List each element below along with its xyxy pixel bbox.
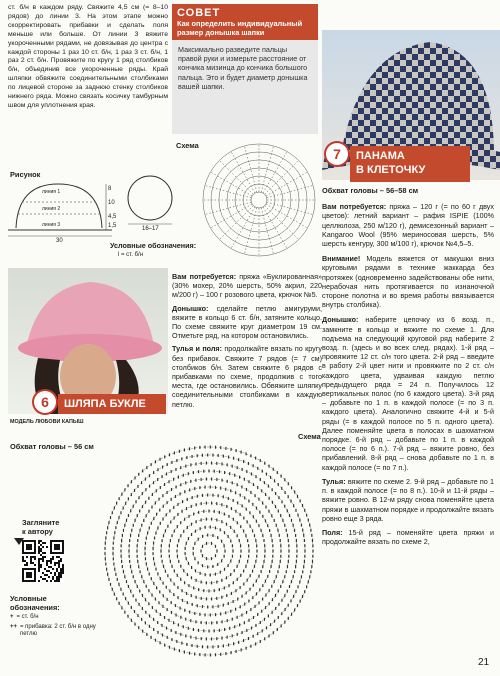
drawing-legend-item: l = ст. б/н [118, 252, 144, 258]
hat7-title-line2: В КЛЕТОЧКУ [356, 164, 426, 176]
legend-item-2-text: = прибавка: 2 ст. б/н в одну петлю [20, 624, 96, 637]
hat6-crown-label: Тулья и поля: [172, 344, 223, 354]
advice-subtitle: Как определить индивидуальный размер донышка шапки [177, 19, 303, 37]
plus-icon: + [10, 614, 14, 620]
drawing-dim-1-5: 1,5 [108, 223, 117, 229]
drawing-dim-30: 30 [56, 238, 63, 244]
hat7-brim-text: 15-й ряд – поменяйте цвета пряжи и продолжайте вязать по схеме 2, [322, 527, 494, 547]
qr-caption [22, 518, 59, 536]
double-plus-icon: ++ [10, 624, 18, 630]
hat7-brim-paragraph [322, 528, 494, 546]
drawing-line3-label: линия 3 [42, 222, 61, 228]
hat6-need-paragraph [172, 272, 322, 300]
bottom-round-scheme [96, 436, 322, 666]
hat7-need-paragraph [322, 202, 494, 248]
crown-circle-drawing [126, 174, 176, 230]
hat7-crown-label: Тулья: [322, 476, 346, 486]
legend-bottom-title: Условные обозначения: [10, 594, 60, 612]
legend-item-2 [10, 624, 100, 638]
hat7-number: 7 [333, 146, 341, 162]
hat7-bottom-paragraph [322, 315, 494, 471]
hat6-number-badge [34, 391, 56, 413]
advice-title: СОВЕТ [177, 7, 221, 19]
hat6-title: ШЛЯПА БУКЛЕ [64, 398, 146, 410]
hat6-bottom-label: Донышко: [172, 303, 209, 313]
hat7-bottom-text: наберите цепочку из 6 возд. п., замкните в кольцо и вяжите по схеме 1. Для подъема на следующий круговой ряд наберите 2 возд. п. (здесь и во всех след. рядах). 1-й ряд – провяжите 12 ст. с/н того цвета. 2-й ряд – введите в работу 2-й цвет нити и провяжите по 2 ст. с/н каждого цвета, удваивая каждую петлю предыдущего ряда = 24 п. Получилось 12 вертикальных полос (по 6 каждого цвета). 3-й ряд – добавьте по 1 п. в каждой полосе (= по 3 п. каждого цвета). Аналогично свяжите 4-й и 5-й ряды (= в каждой полосе по 5 п. одного цвета). Далее поменяйте цвета в полосах в шахматном порядке. 6-й ряд – добавьте по 1 п. в каждой полосе (= по 6 п.). 7-й ряд – вяжите ровно, без прибавлений. 8-й ряд – снова добавьте по 1 п. в каждой полосе (= по 7 п.). [322, 315, 494, 472]
col1-top-paragraph: ст. б/н в каждом ряду. Свяжите 4,5 см (= 8–10 рядов) до линии 3. На этом этапе можно скорректировать прибавки и сделать поля меньше или больше. От линии 3 вяжите укороченными рядами, не довязывая до центра с каждой стороны 1 раз 10 ст. б/н, 1 раз 3 ст. б/н, 1 раз 2 ст. б/н. Провяжите по кругу 1 ряд столбиков б/н, объединив все укороченные ряды. Край шляпки обвяжите соединительными столбиками по лицевой стороне за заднюю стенку столбиков нижнего ряда. Можно связать косичку тамбурным швом для уплотнения края. [8, 4, 168, 109]
drawing-dim-8: 8 [108, 186, 112, 192]
hat6-model-credit: МОДЕЛЬ ЛЮБОВИ КАПЫШ [10, 419, 84, 425]
hat7-attention-paragraph [322, 254, 494, 309]
advice-box [172, 4, 318, 134]
bottom-scheme-label: Схема [298, 432, 321, 441]
legend-item-1-text: = ст. б/н [16, 614, 39, 620]
hat6-bottom-text: сделайте петлю амигуруми, вяжите в кольцо 6 ст. б/н, затяните кольцо. По схеме свяжите круг диаметром 19 см. Отметьте ряд, на котором остановились. [172, 303, 322, 341]
hat-cross-section-drawing [8, 178, 120, 240]
hat7-title-line1: ПАНАМА [356, 150, 405, 162]
hat7-need-label: Вам потребуется: [322, 202, 387, 212]
drawing-title: Рисунок [10, 170, 41, 179]
drawing-line1-label: линия 1 [42, 189, 61, 195]
circle-dim: 16–17 [142, 226, 159, 232]
hat6-bottom-paragraph [172, 304, 322, 341]
page-number: 21 [478, 657, 490, 668]
hat7-text [322, 186, 494, 547]
legend-item-1 [10, 614, 39, 620]
drawing-line2-label: линия 2 [42, 206, 61, 212]
top-round-scheme [196, 138, 322, 262]
hat7-bottom-label: Донышко: [322, 315, 359, 325]
hat7-head-size: Обхват головы – 56–58 см [322, 186, 419, 195]
advice-header [172, 4, 318, 40]
hat6-need-label: Вам потребуется: [172, 272, 237, 281]
drawing-dim-4-5: 4,5 [108, 214, 117, 220]
hat6-photo [8, 268, 168, 414]
hat6-title-banner [58, 394, 166, 414]
col1-top-text [8, 4, 168, 111]
qr-caption-line1: Загляните [22, 518, 60, 527]
hat7-title-banner [350, 146, 470, 182]
hat7-attention-text: Модель вяжется от макушки вниз круговыми рядами в технике жаккарда без протяжек (одновременно задействованы обе нити, нерабочая нить протягивается по изнаночной стороне полотна и во время работы ввязывается внутрь столбика). [322, 254, 494, 310]
drawing-legend-title: Условные обозначения: [110, 241, 197, 250]
qr-caption-line2: к автору [22, 527, 53, 536]
hat6-crown-text: продолжайте вязать по кругу без прибавок. Свяжите 7 рядов (= 7 см) столбиков б/н. Затем свяжите 6 рядов с прибавками по схеме, продолжив с того места, где остановились. Обвяжите шляпку соединительными столбиками в каждую петлю. [172, 344, 322, 409]
hat7-brim-label: Поля: [322, 527, 343, 537]
hat7-crown-paragraph [322, 477, 494, 523]
advice-body: Максимально разведите пальцы правой руки и измерьте расстояние от кончика мизинца до кончика большого пальца. Это и будет диаметр донышка вашей шапки. [178, 45, 308, 91]
hat6-crown-paragraph [172, 344, 322, 408]
pink-hat-woman-illustration [8, 268, 168, 414]
hat6-need-text: пряжа «Буклированная» (30% мохер, 20% шерсть, 50% акрил, 220 м/200 г) – 100 г розового цвета, крючок №5. [172, 272, 322, 300]
top-scheme-label: Схема [176, 141, 199, 150]
hat7-number-badge [326, 143, 348, 165]
hat6-number: 6 [41, 394, 49, 410]
hat7-crown-text: вяжите по схеме 2. 9-й ряд – добавьте по 1 п. в каждой полосе (= по 8 п.). 10-й и 11-й ряды – вяжите ровно. В 12-м ряду снова поменяйте цвета пряжи в шахматном порядке и продолжайте вязать ровно еще 3 ряда. [322, 476, 494, 523]
hat6-head-size: Обхват головы – 56 см [10, 442, 94, 451]
hat6-text [172, 272, 322, 410]
hat7-need-text: пряжа – 120 г (= по 60 г двух цветов): летний вариант – рафия ISPIE (100% целлюлоза, 250 м/120 г), демисезонный вариант – Kangaroo Wool (95% мериносовая шерсть, 5% шерсть кенгуру, 300 м/100 г), крючок №4,5–5. [322, 202, 494, 249]
qr-code[interactable] [22, 540, 64, 582]
hat7-attention-label: Внимание! [322, 254, 361, 264]
drawing-dim-10: 10 [108, 200, 115, 206]
